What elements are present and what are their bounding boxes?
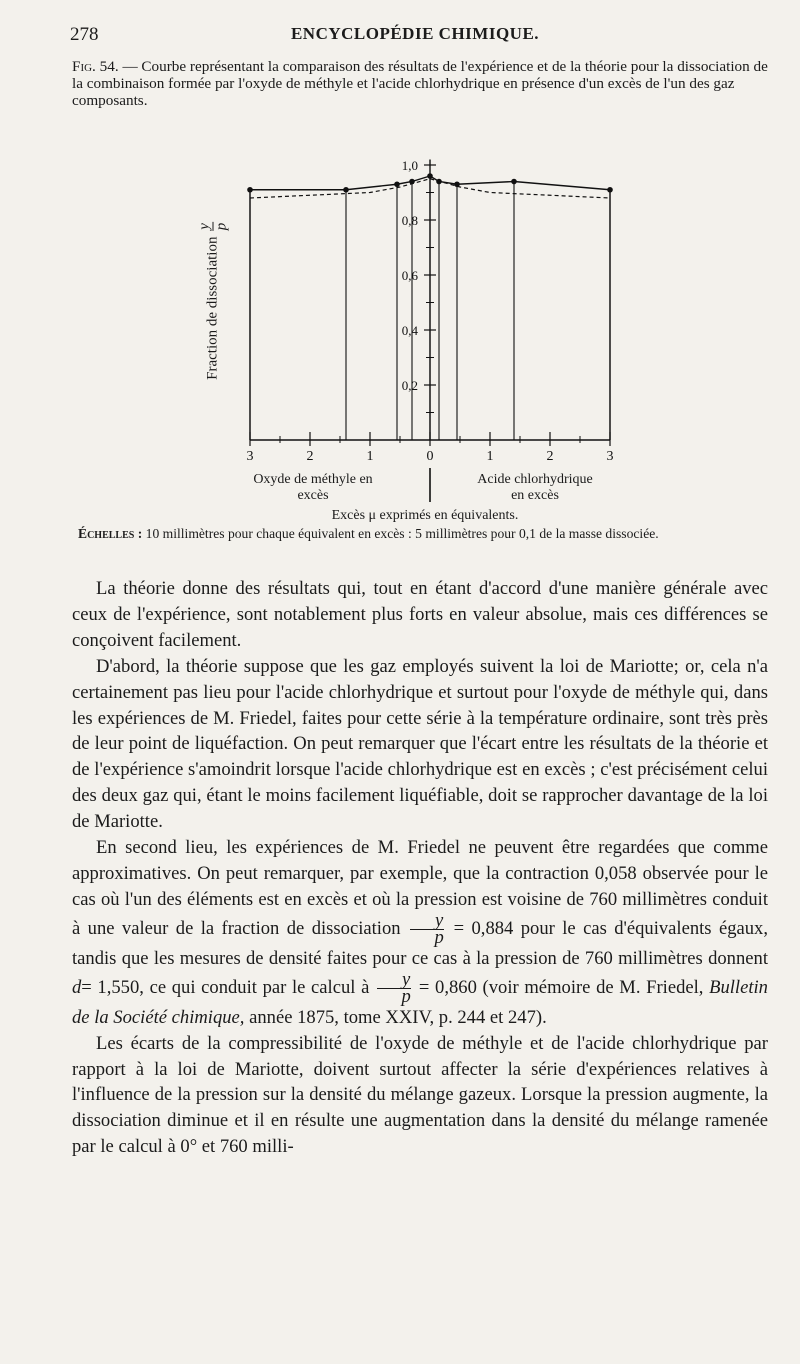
excess-note: Excès μ exprimés en équivalents. xyxy=(331,508,519,523)
x-tick-label: 2 xyxy=(546,449,554,464)
fraction-y-p-2: $\frac{y}{p}$ xyxy=(377,972,411,1005)
x-axis-label-left: Oxyde de méthyle en excès xyxy=(253,472,373,503)
y-axis-label-fraction: y p xyxy=(196,222,230,231)
y-axis-label-text: Fraction de dissociation xyxy=(204,236,221,380)
figure-label: Fig. 54. xyxy=(72,58,119,75)
experiment-point xyxy=(511,179,517,185)
scales-label: Échelles : xyxy=(78,526,143,541)
scales-note xyxy=(78,526,768,542)
body-text xyxy=(72,576,768,1160)
x-tick-label: 3 xyxy=(606,449,614,464)
x-tick-label: 1 xyxy=(486,449,494,464)
x-tick-label: 0 xyxy=(426,449,434,464)
journal-title: Bulletin de la Société chimique, xyxy=(72,976,768,1028)
running-title: ENCYCLOPÉDIE CHIMIQUE. xyxy=(290,24,540,43)
y-tick-label: 1,0 xyxy=(401,158,418,173)
x-tick-label: 1 xyxy=(366,449,374,464)
experiment-point xyxy=(343,187,349,193)
experiment-point xyxy=(247,187,253,193)
page-number: 278 xyxy=(70,24,99,45)
x-tick-label: 2 xyxy=(306,449,314,464)
y-tick-label: 0,2 xyxy=(401,378,418,393)
page-header xyxy=(70,24,760,48)
x-tick-label: 3 xyxy=(246,449,254,464)
chart-svg xyxy=(195,125,655,464)
paragraph-2: D'abord, la théorie suppose que les gaz employés suivent la loi de Mariotte; or, cela n'a certainement pas lieu pour l'acide chlorhydrique et surtout pour l'oxyde de méthyle qui, dans les expériences de M. Friedel, faites pour cette série à la température ordinaire, sont très près de leur point de liquéfaction. On peut remarquer que l'écart entre les résultats de la théorie et de l'expérience s'amoindrit lorsque l'acide chlorhydrique est en excès ; c'est précisément celui des deux gaz qui, étant le moins facilement liquéfiable, doit se rapprocher davantage de la loi de Mariotte. xyxy=(72,655,768,833)
y-tick-label: 0,8 xyxy=(401,213,418,228)
x-axis-label-right: Acide chlorhydrique en excès xyxy=(477,472,593,503)
y-axis-label xyxy=(195,215,231,385)
paragraph-3: En second lieu, les expériences de M. Friedel ne peuvent être regardées que comme approximatives. On peut remarquer, par exemple, que la contraction 0,058 observée pour le cas où l'un des éléments est en excès et où la pression est voisine de 760 millimètres conduit à une valeur de la fraction de dissociation $\frac{y}{p}$ = 0,884 pour le cas d'équivalents égaux, tandis que les mesures de densité faites pour ce cas à la pression de 760 millimètres donnent d= 1,550, ce qui conduit par le calcul à $\frac{y}{p}$ = 0,860 (voir mémoire de M. Friedel, Bulletin de la Société chimique, année 1875, tome XXIV, p. 244 et 247). xyxy=(72,837,768,1028)
figure-caption xyxy=(72,58,772,109)
dissociation-chart xyxy=(195,125,655,464)
y-tick-label: 0,4 xyxy=(401,323,418,338)
experiment-point xyxy=(427,173,433,179)
fraction-y-p: $\frac{y}{p}$ xyxy=(410,913,444,946)
scales-text: 10 millimètres pour chaque équivalent en excès : 5 millimètres pour 0,1 de la masse dissociée. xyxy=(145,526,659,541)
paragraph-1: La théorie donne des résultats qui, tout en étant d'accord d'une manière générale avec ceux de l'expérience, sont notablement plus forts en valeur absolue, mais ces différences se conçoivent facilement. xyxy=(72,578,768,651)
paragraph-4: Les écarts de la compressibilité de l'oxyde de méthyle et de l'acide chlorhydrique par rapport à la loi de Mariotte, doivent surtout affecter la série d'expériences relatives à l'influence de la pression sur la densité du mélange gazeux. Lorsque la pression augmente, la dissociation diminue et il en résulte une augmentation dans la densité du mélange ramenée par le calcul à 0° et 760 milli- xyxy=(72,1032,768,1158)
experiment-point xyxy=(394,181,400,187)
caption-text: — Courbe représentant la comparaison des résultats de l'expérience et de la théorie pour la dissociation de la combinaison formée par l'oxyde de méthyle et l'acide chlorhydrique en présence d'un excès de l'un des gaz composants. xyxy=(72,58,768,109)
experiment-point xyxy=(607,187,613,193)
y-tick-label: 0,6 xyxy=(401,268,418,283)
